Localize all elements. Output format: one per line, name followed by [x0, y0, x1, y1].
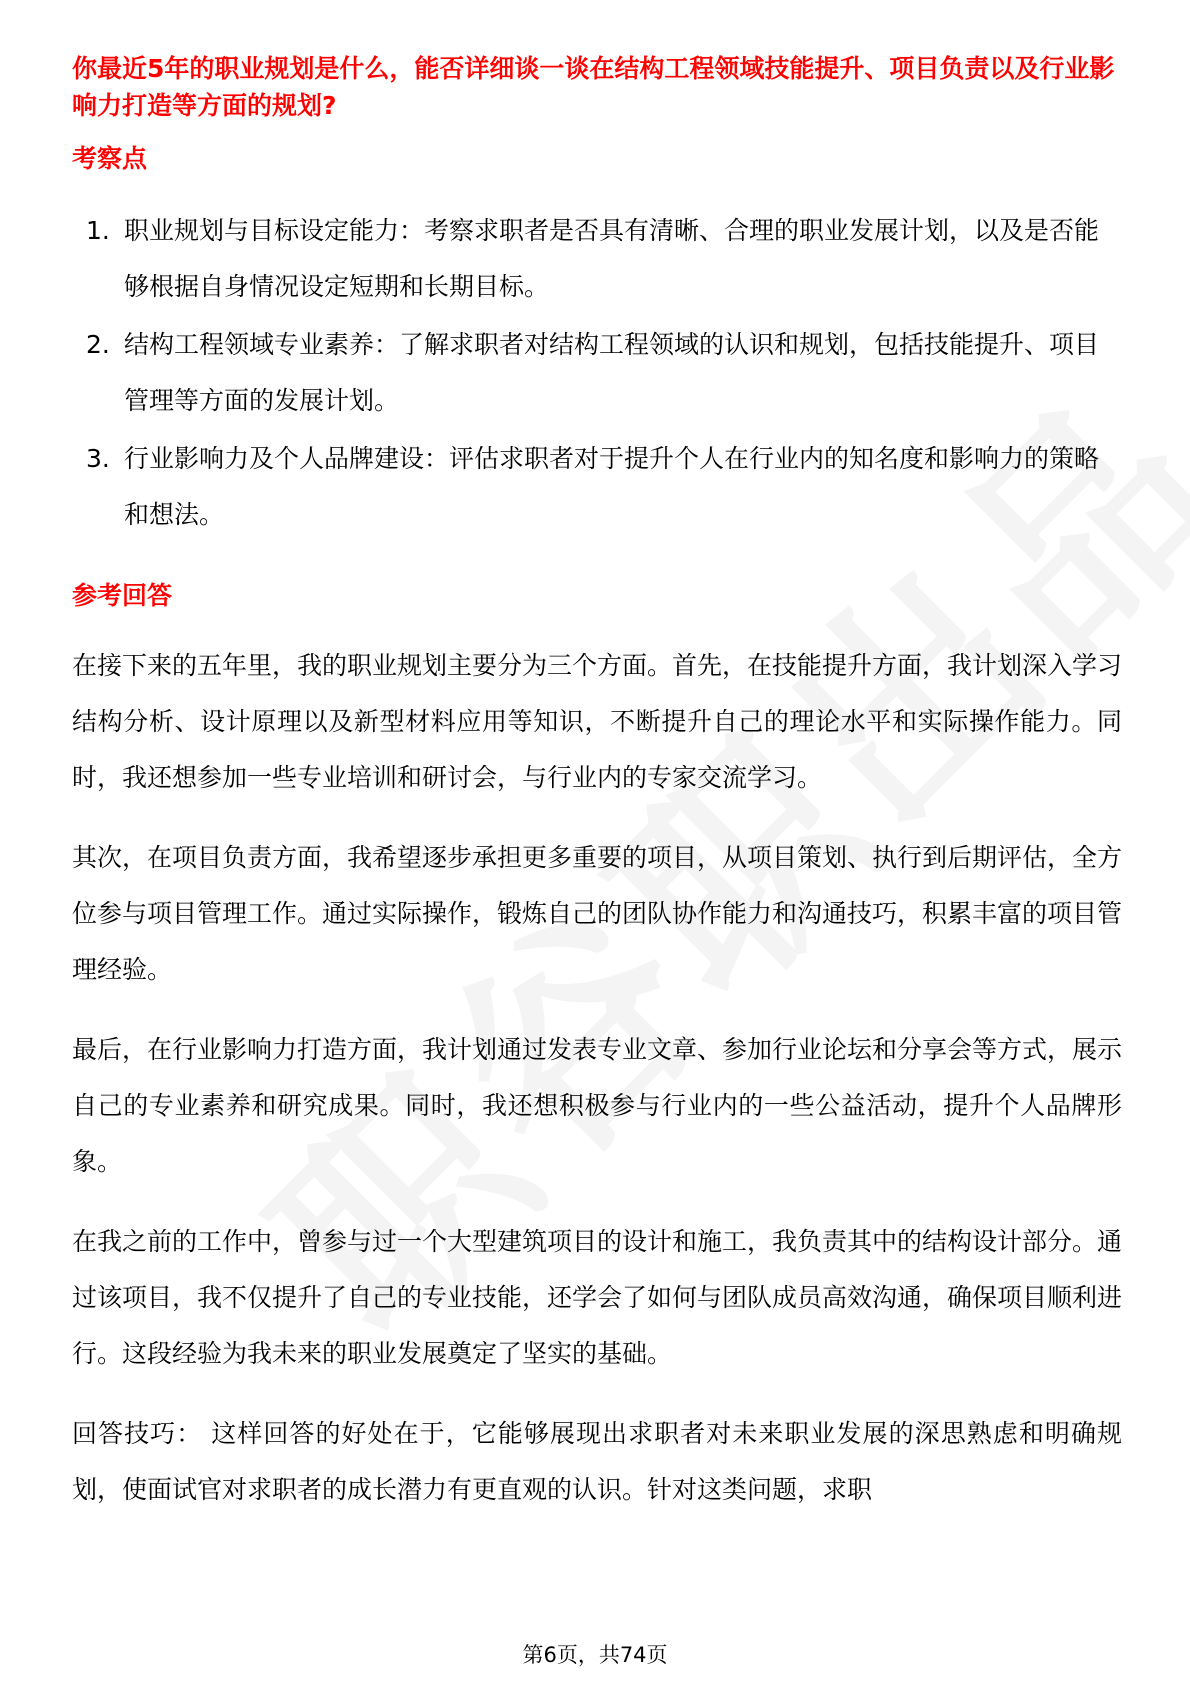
list-item-number: 2.	[86, 330, 110, 359]
page-number-footer: 第6页，共74页	[522, 1643, 668, 1667]
answer-tips-paragraph: 回答技巧： 这样回答的好处在于，它能够展现出求职者对未来职业发展的深思熟虑和明确规划，使面试官对求职者的成长潜力有更直观的认识。针对这类问题，求职	[72, 1419, 1122, 1504]
list-item	[72, 431, 1122, 543]
question-title: 你最近5年的职业规划是什么，能否详细谈一谈在结构工程领域技能提升、项目负责以及行业影响力打造等方面的规划?	[72, 54, 1115, 120]
list-item	[72, 203, 1122, 315]
list-item	[72, 317, 1122, 429]
list-item-text: 行业影响力及个人品牌建设：评估求职者对于提升个人在行业内的知名度和影响力的策略和想法。	[124, 444, 1100, 529]
page-content	[72, 50, 1122, 1518]
answer-paragraph: 最后，在行业影响力打造方面，我计划通过发表专业文章、参加行业论坛和分享会等方式，展示自己的专业素养和研究成果。同时，我还想积极参与行业内的一些公益活动，提升个人品牌形象。	[72, 1035, 1123, 1176]
points-list	[72, 203, 1122, 543]
answer-paragraph: 在我之前的工作中，曾参与过一个大型建筑项目的设计和施工，我负责其中的结构设计部分。通过该项目，我不仅提升了自己的专业技能，还学会了如何与团队成员高效沟通，确保项目顺利进行。这段经验为我未来的职业发展奠定了坚实的基础。	[72, 1227, 1123, 1368]
list-item-text: 职业规划与目标设定能力：考察求职者是否具有清晰、合理的职业发展计划，以及是否能够根据自身情况设定短期和长期目标。	[124, 216, 1100, 301]
list-item-number: 3.	[86, 444, 110, 473]
list-item-text: 结构工程领域专业素养：了解求职者对结构工程领域的认识和规划，包括技能提升、项目管理等方面的发展计划。	[124, 330, 1100, 415]
answer-paragraph: 在接下来的五年里，我的职业规划主要分为三个方面。首先，在技能提升方面，我计划深入学习结构分析、设计原理以及新型材料应用等知识，不断提升自己的理论水平和实际操作能力。同时，我还想参加一些专业培训和研讨会，与行业内的专家交流学习。	[72, 651, 1123, 792]
answer-paragraph: 其次，在项目负责方面，我希望逐步承担更多重要的项目，从项目策划、执行到后期评估，全方位参与项目管理工作。通过实际操作，锻炼自己的团队协作能力和沟通技巧，积累丰富的项目管理经验。	[72, 843, 1123, 984]
section-heading-points: 考察点	[72, 144, 148, 173]
list-item-number: 1.	[86, 216, 110, 245]
section-heading-answer: 参考回答	[72, 581, 173, 610]
